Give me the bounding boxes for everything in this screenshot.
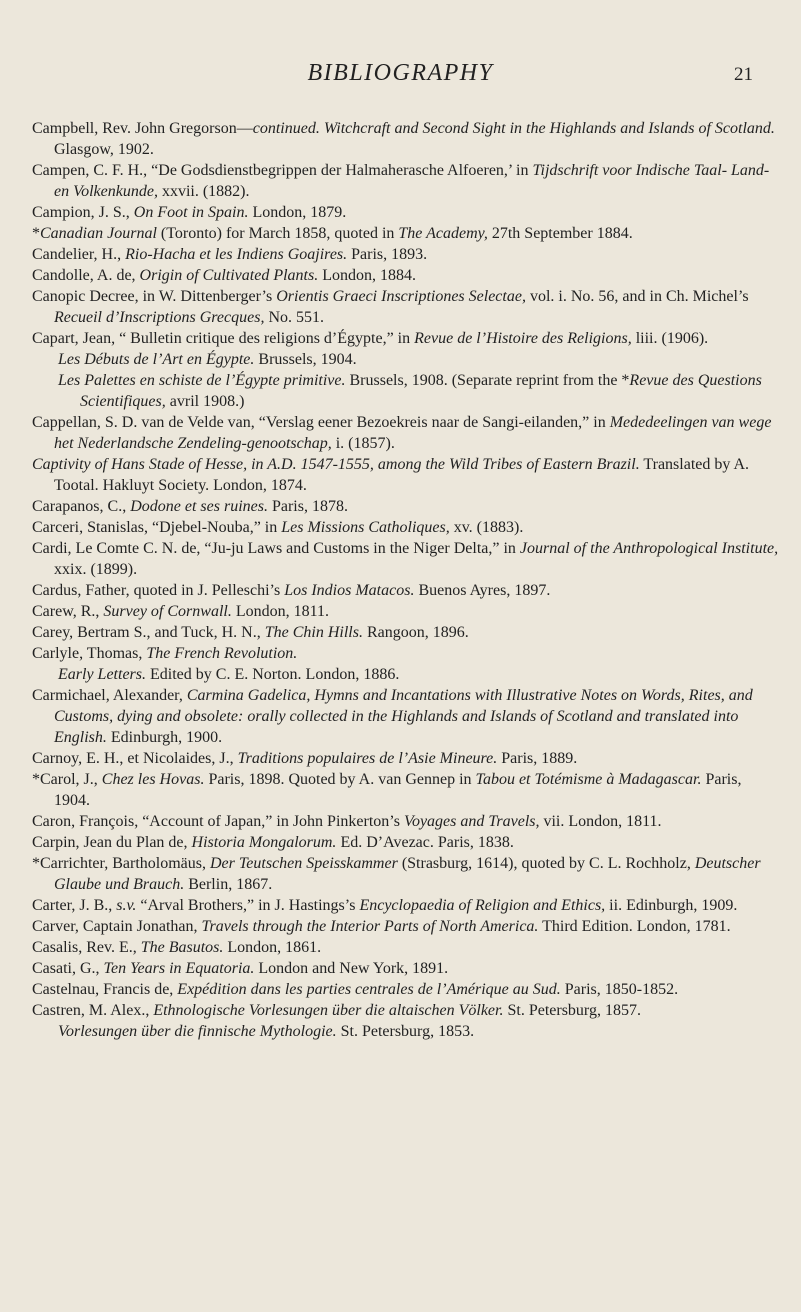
entry-title-text: Orientis Graeci Inscriptiones Selectae, xyxy=(276,288,526,305)
entry-title-text: Ten Years in Equatoria. xyxy=(103,960,255,977)
bibliography-entry xyxy=(32,328,780,349)
entry-text: Translated by A. Tootal. Hakluyt Society. London, 1874. xyxy=(54,456,750,494)
entry-title-text: Der Teutschen Speisskammer xyxy=(209,855,398,872)
entry-title-text: Expédition dans les parties centrales de l’Amérique au Sud. xyxy=(177,981,561,998)
entry-title-text: Traditions populaires de l’Asie Mineure. xyxy=(237,750,498,767)
entry-text: Paris, 1850-1852. xyxy=(560,981,679,998)
entry-text: Caron, François, “Account of Japan,” in John Pinkerton’s xyxy=(32,813,404,830)
entry-title-text: Voyages and Travels, xyxy=(403,813,540,830)
entry-text: (Strasburg, 1614), quoted by C. L. Rochholz, xyxy=(397,855,695,872)
entry-text: London, 1861. xyxy=(223,939,322,956)
entry-text: * xyxy=(32,225,40,242)
entry-text: “Arval Brothers,” in J. Hastings’s xyxy=(136,897,360,914)
entry-text: 27th September 1884. xyxy=(487,225,633,242)
entry-text: Campion, J. S., xyxy=(32,204,134,221)
bibliography-entry xyxy=(32,118,780,160)
entry-text: Casalis, Rev. E., xyxy=(32,939,141,956)
entry-text: Carter, J. B., xyxy=(32,897,117,914)
entry-title-text: Los Indios Matacos. xyxy=(284,582,415,599)
entry-title-text: Revue de l’Histoire des Religions, xyxy=(414,330,632,347)
entry-title-text: Travels through the Interior Parts of North America. xyxy=(201,918,539,935)
entry-text: vii. London, 1811. xyxy=(539,813,662,830)
bibliography-entry xyxy=(32,622,780,643)
entry-title-text: Tijdschrift voor Indische Taal- Land- en Volkenkunde, xyxy=(54,162,770,200)
entry-title-text: Dodone et ses ruines. xyxy=(130,498,268,515)
entry-title-text: The Chin Hills. xyxy=(264,624,363,641)
entry-title-text: Carmina Gadelica, Hymns and Incantations with Illustrative Notes on Words, Rites, and Customs, dying and obsolete: orally collected in the Highlands and Islands of Scotland and translated into English. xyxy=(54,687,753,746)
entry-text: xxvii. (1882). xyxy=(157,183,250,200)
entry-text: Carew, R., xyxy=(32,603,104,620)
entry-text: St. Petersburg, 1853. xyxy=(336,1023,475,1040)
entry-title-text: Origin of Cultivated Plants. xyxy=(139,267,319,284)
entry-text: Casati, G., xyxy=(32,960,104,977)
entry-text: Carmichael, Alexander, xyxy=(32,687,187,704)
entry-text: Carpin, Jean du Plan de, xyxy=(32,834,192,851)
entry-text: Brussels, 1904. xyxy=(254,351,357,368)
bibliography-entry xyxy=(32,832,780,853)
entry-text: Cappellan, S. D. van de Velde van, “Verslag eener Bezoekreis naar de Sangi-eilanden,” in xyxy=(32,414,610,431)
entry-title-text: The French Revolution. xyxy=(146,645,298,662)
entry-text: Carey, Bertram S., and Tuck, H. N., xyxy=(32,624,265,641)
bibliography-entry xyxy=(32,496,780,517)
entry-title-text: Deutscher Glaube und Brauch. xyxy=(54,855,761,893)
entry-title-text: Journal of the Anthropological Institute, xyxy=(519,540,779,557)
entry-text: vol. i. No. 56, and in Ch. Michel’s xyxy=(525,288,749,305)
entry-title-text: The Academy, xyxy=(398,225,488,242)
bibliography-entry xyxy=(32,685,780,748)
bibliography-entry xyxy=(58,664,780,685)
entry-text: Paris, 1898. Quoted by A. van Gennep in xyxy=(204,771,476,788)
entry-text: Paris, 1889. xyxy=(497,750,578,767)
entry-text: Campen, C. F. H., “De Godsdienstbegrippen der Halmaherasche Alfoeren,’ in xyxy=(32,162,533,179)
bibliography-entry xyxy=(32,580,780,601)
entry-text: Castelnau, Francis de, xyxy=(32,981,178,998)
entry-title-text: Mededeelingen van wege het Nederlandsche Zendeling-genootschap, xyxy=(54,414,772,452)
bibliography-entry xyxy=(32,601,780,622)
entry-title-text: Rio-Hacha et les Indiens Goajires. xyxy=(125,246,348,263)
entry-title-text: Les Débuts de l’Art en Égypte. xyxy=(58,351,255,368)
bibliography-entry xyxy=(32,811,780,832)
entry-title-text: s.v. xyxy=(116,897,137,914)
entry-text: No. 551. xyxy=(264,309,325,326)
entry-title-text: Les Palettes en schiste de l’Égypte primitive. xyxy=(58,372,346,389)
entry-text: Carnoy, E. H., et Nicolaides, J., xyxy=(32,750,238,767)
entry-title-text: The Basutos. xyxy=(140,939,224,956)
entry-text: London and New York, 1891. xyxy=(254,960,449,977)
entry-text: i. (1857). xyxy=(331,435,395,452)
entry-text: Cardus, Father, quoted in J. Pelleschi’s xyxy=(32,582,285,599)
entry-text: Candelier, H., xyxy=(32,246,126,263)
entry-title-text: Les Missions Catholiques, xyxy=(281,519,450,536)
entry-title-text: Historia Mongalorum. xyxy=(191,834,337,851)
bibliography-entry xyxy=(32,265,780,286)
entry-title-text: continued. xyxy=(252,120,320,137)
entry-text: Paris, 1893. xyxy=(347,246,428,263)
bibliography-entry xyxy=(32,748,780,769)
bibliography-entry xyxy=(32,244,780,265)
bibliography-list xyxy=(32,118,780,1042)
entry-title-text: Ethnologische Vorlesungen über die altaischen Völker. xyxy=(153,1002,504,1019)
entry-title-text: Chez les Hovas. xyxy=(101,771,205,788)
bibliography-entry xyxy=(32,643,780,664)
entry-text: Carver, Captain Jonathan, xyxy=(32,918,202,935)
entry-text: liii. (1906). xyxy=(631,330,709,347)
bibliography-entry xyxy=(32,286,780,328)
bibliography-entry xyxy=(32,517,780,538)
entry-text: Castren, M. Alex., xyxy=(32,1002,154,1019)
entry-text: Paris, 1904. xyxy=(54,771,742,809)
entry-title-text: Survey of Cornwall. xyxy=(103,603,232,620)
entry-text: Ed. D’Avezac. Paris, 1838. xyxy=(336,834,514,851)
entry-text: Buenos Ayres, 1897. xyxy=(414,582,551,599)
bibliography-entry xyxy=(32,1000,780,1021)
entry-text: Carceri, Stanislas, “Djebel-Nouba,” in xyxy=(32,519,282,536)
page-number: 21 xyxy=(734,64,753,85)
entry-title-text: Witchcraft and Second Sight in the Highlands and Islands of Scotland. xyxy=(323,120,775,137)
bibliography-entry xyxy=(32,895,780,916)
bibliography-entry xyxy=(58,1021,780,1042)
entry-text: Paris, 1878. xyxy=(267,498,348,515)
entry-text: St. Petersburg, 1857. xyxy=(503,1002,641,1019)
entry-title-text: Revue des Questions Scientifiques, xyxy=(80,372,762,410)
entry-text: xv. (1883). xyxy=(449,519,524,536)
bibliography-entry xyxy=(58,349,780,370)
entry-text: Candolle, A. de, xyxy=(32,267,140,284)
entry-text: Campbell, Rev. John Gregorson— xyxy=(32,120,253,137)
entry-title-text: Vorlesungen über die finnische Mythologie. xyxy=(58,1023,337,1040)
bibliography-entry xyxy=(32,769,780,811)
bibliography-entry xyxy=(32,202,780,223)
entry-text: Edited by C. E. Norton. London, 1886. xyxy=(146,666,400,683)
bibliography-entry xyxy=(32,412,780,454)
entry-text: Capart, Jean, “ Bulletin critique des religions d’Égypte,” in xyxy=(32,330,415,347)
bibliography-entry xyxy=(32,916,780,937)
entry-text: Glasgow, 1902. xyxy=(54,141,154,158)
entry-text: London, 1879. xyxy=(248,204,347,221)
entry-title-text: Encyclopaedia of Religion and Ethics, xyxy=(359,897,606,914)
entry-title-text: Captivity of Hans Stade of Hesse, in A.D. 1547-1555, among the Wild Tribes of Eastern Brazil. xyxy=(32,456,640,473)
entry-title-text: Recueil d’Inscriptions Grecques, xyxy=(54,309,265,326)
entry-text: ii. Edinburgh, 1909. xyxy=(605,897,738,914)
bibliography-entry xyxy=(32,979,780,1000)
entry-text: Edinburgh, 1900. xyxy=(106,729,223,746)
bibliography-entry xyxy=(32,223,780,244)
entry-text: avril 1908.) xyxy=(165,393,245,410)
entry-text: Third Edition. London, 1781. xyxy=(538,918,731,935)
bibliography-entry xyxy=(32,454,780,496)
entry-text: Canopic Decree, in W. Dittenberger’s xyxy=(32,288,277,305)
entry-text: Berlin, 1867. xyxy=(184,876,273,893)
bibliography-entry xyxy=(32,937,780,958)
entry-text: xxix. (1899). xyxy=(54,561,138,578)
entry-text: London, 1811. xyxy=(231,603,330,620)
entry-text: Rangoon, 1896. xyxy=(362,624,469,641)
entry-text: Brussels, 1908. (Separate reprint from the * xyxy=(345,372,630,389)
entry-text: *Carrichter, Bartholomäus, xyxy=(32,855,210,872)
entry-text: *Carol, J., xyxy=(32,771,102,788)
entry-text: Carlyle, Thomas, xyxy=(32,645,147,662)
bibliography-entry xyxy=(32,538,780,580)
entry-title-text: Tabou et Totémisme à Madagascar. xyxy=(475,771,702,788)
bibliography-entry xyxy=(58,370,780,412)
bibliography-entry xyxy=(32,958,780,979)
entry-title-text: On Foot in Spain. xyxy=(133,204,249,221)
bibliography-entry xyxy=(32,853,780,895)
entry-text: Carapanos, C., xyxy=(32,498,131,515)
entry-title-text: Early Letters. xyxy=(58,666,146,683)
entry-text: (Toronto) for March 1858, quoted in xyxy=(156,225,399,242)
entry-text: Cardi, Le Comte C. N. de, “Ju-ju Laws and Customs in the Niger Delta,” in xyxy=(32,540,520,557)
running-head: BIBLIOGRAPHY xyxy=(307,60,494,86)
entry-title-text: Canadian Journal xyxy=(40,225,157,242)
entry-text: London, 1884. xyxy=(318,267,416,284)
bibliography-entry xyxy=(32,160,780,202)
